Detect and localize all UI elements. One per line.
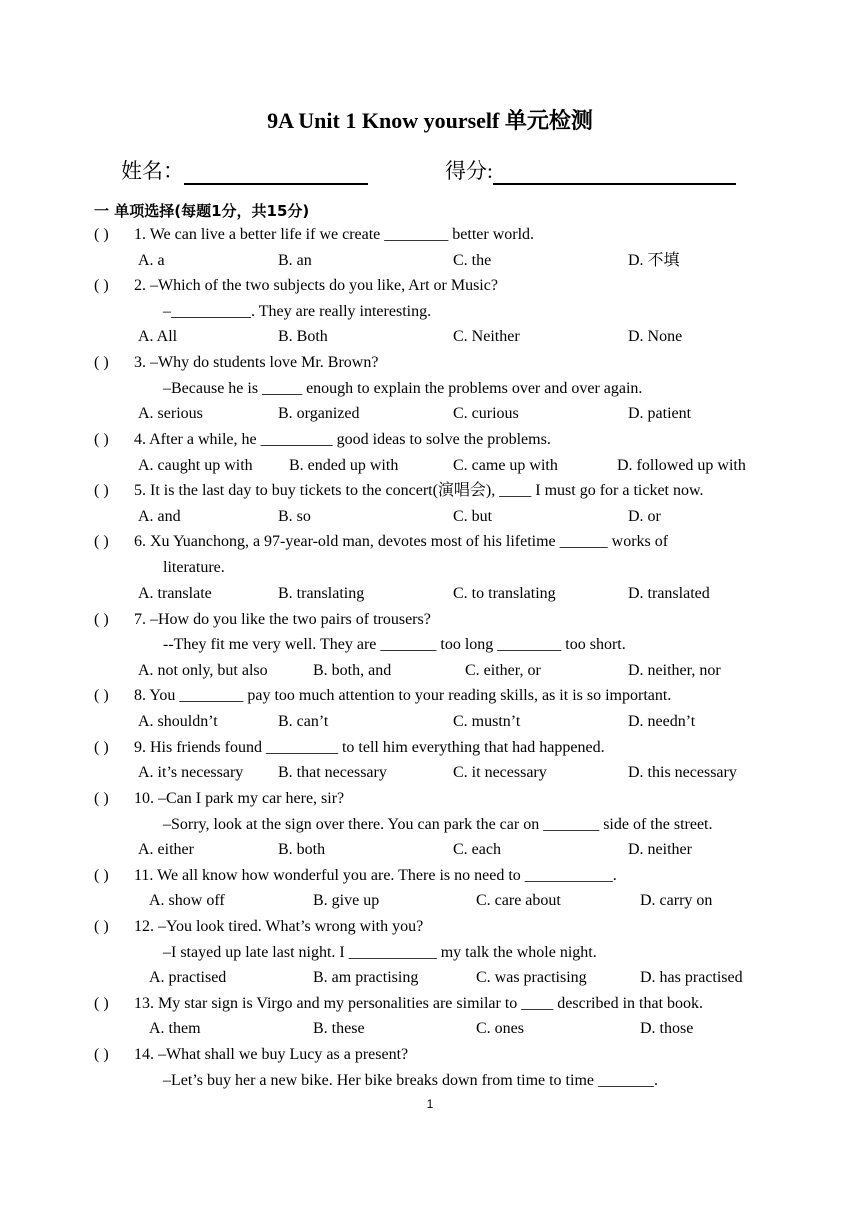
option-c: C. curious [453,405,519,422]
answer-blank: ( ) [94,226,109,243]
question-stem-continuation: –Let’s buy her a new bike. Her bike breaks down from time to time _______. [163,1072,658,1089]
question-stem: 7. –How do you like the two pairs of trousers? [134,611,431,628]
option-b: B. these [313,1020,365,1037]
option-b: B. that necessary [278,764,387,781]
option-d: D. translated [628,585,710,602]
option-a: A. translate [138,585,212,602]
answer-blank: ( ) [94,790,109,807]
option-c: C. care about [476,892,561,909]
option-a: A. practised [149,969,227,986]
option-c: C. each [453,841,501,858]
option-b: B. am practising [313,969,419,986]
option-b: B. translating [278,585,365,602]
answer-blank: ( ) [94,354,109,371]
question-stem: 2. –Which of the two subjects do you like, Art or Music? [134,277,498,294]
score-field [445,157,736,185]
option-a: A. either [138,841,194,858]
option-c: C. Neither [453,328,520,345]
question-stem: 4. After a while, he _________ good ideas to solve the problems. [134,431,551,448]
option-d: D. or [628,508,661,525]
question-stem-continuation: literature. [163,559,225,576]
question-stem: 8. You ________ pay too much attention to your reading skills, as it is so important. [134,687,672,704]
option-b: B. both [278,841,326,858]
name-blank [184,161,368,185]
question-stem-continuation: –I stayed up late last night. I ___________ my talk the whole night. [163,944,597,961]
question-stem: 3. –Why do students love Mr. Brown? [134,354,379,371]
option-d: D. needn’t [628,713,696,730]
question-stem: 1. We can live a better life if we create ________ better world. [134,226,535,243]
answer-blank: ( ) [94,687,109,704]
option-d: D. carry on [640,892,713,909]
question-stem: 10. –Can I park my car here, sir? [134,790,345,807]
option-a: A. not only, but also [138,662,268,679]
option-d: D. patient [628,405,692,422]
answer-blank: ( ) [94,739,109,756]
option-b: B. so [278,508,311,525]
question-stem: 6. Xu Yuanchong, a 97-year-old man, devotes most of his lifetime ______ works of [134,533,669,550]
question-stem: 9. His friends found _________ to tell him everything that had happened. [134,739,605,756]
answer-blank: ( ) [94,533,109,550]
option-d: D. None [628,328,683,345]
option-b: B. ended up with [289,457,399,474]
question-stem: 14. –What shall we buy Lucy as a present? [134,1046,409,1063]
option-c: C. but [453,508,493,525]
option-d: D. this necessary [628,764,737,781]
option-c: C. came up with [453,457,558,474]
question-stem-continuation: –Because he is _____ enough to explain the problems over and over again. [163,380,643,397]
document-title: 9A Unit 1 Know yourself 单元检测 [267,108,593,133]
section-heading: 一 单项选择(每题1分，共15分) [94,202,310,220]
option-d: D. neither, nor [628,662,721,679]
option-c: C. either, or [465,662,541,679]
answer-blank: ( ) [94,1046,109,1063]
option-b: B. give up [313,892,380,909]
option-a: A. show off [149,892,225,909]
option-a: A. a [138,252,165,269]
question-stem-continuation: –Sorry, look at the sign over there. You can park the car on _______ side of the street. [163,816,713,833]
option-b: B. Both [278,328,328,345]
option-a: A. and [138,508,181,525]
score-blank [493,161,736,185]
option-d: D. those [640,1020,694,1037]
answer-blank: ( ) [94,867,109,884]
option-a: A. serious [138,405,203,422]
answer-blank: ( ) [94,995,109,1012]
answer-blank: ( ) [94,918,109,935]
option-c: C. the [453,252,492,269]
option-c: C. mustn’t [453,713,521,730]
question-stem: 13. My star sign is Virgo and my personalities are similar to ____ described in that book. [134,995,704,1012]
option-b: B. both, and [313,662,392,679]
question-stem: 12. –You look tired. What’s wrong with you? [134,918,424,935]
option-b: B. organized [278,405,360,422]
answer-blank: ( ) [94,431,109,448]
option-d: D. neither [628,841,692,858]
answer-blank: ( ) [94,277,109,294]
question-stem-continuation: –__________. They are really interesting. [163,303,432,320]
name-label: 姓名： [121,159,184,183]
option-a: A. it’s necessary [138,764,244,781]
question-stem: 5. It is the last day to buy tickets to the concert(演唱会), ____ I must go for a ticket now. [134,482,704,499]
option-c: C. was practising [476,969,587,986]
option-c: C. it necessary [453,764,547,781]
option-c: C. to translating [453,585,556,602]
page-number: 1 [426,1097,434,1111]
option-c: C. ones [476,1020,524,1037]
option-a: A. caught up with [138,457,253,474]
answer-blank: ( ) [94,482,109,499]
option-d: D. has practised [640,969,743,986]
answer-blank: ( ) [94,611,109,628]
option-b: B. an [278,252,312,269]
option-a: A. All [138,328,178,345]
option-a: A. shouldn’t [138,713,218,730]
question-stem-continuation: --They fit me very well. They are _______ too long ________ too short. [163,636,626,653]
option-d: D. 不填 [628,252,680,269]
score-label: 得分: [445,159,493,183]
question-stem: 11. We all know how wonderful you are. There is no need to ___________. [134,867,617,884]
name-field [121,157,368,185]
option-b: B. can’t [278,713,329,730]
option-d: D. followed up with [617,457,746,474]
option-a: A. them [149,1020,201,1037]
